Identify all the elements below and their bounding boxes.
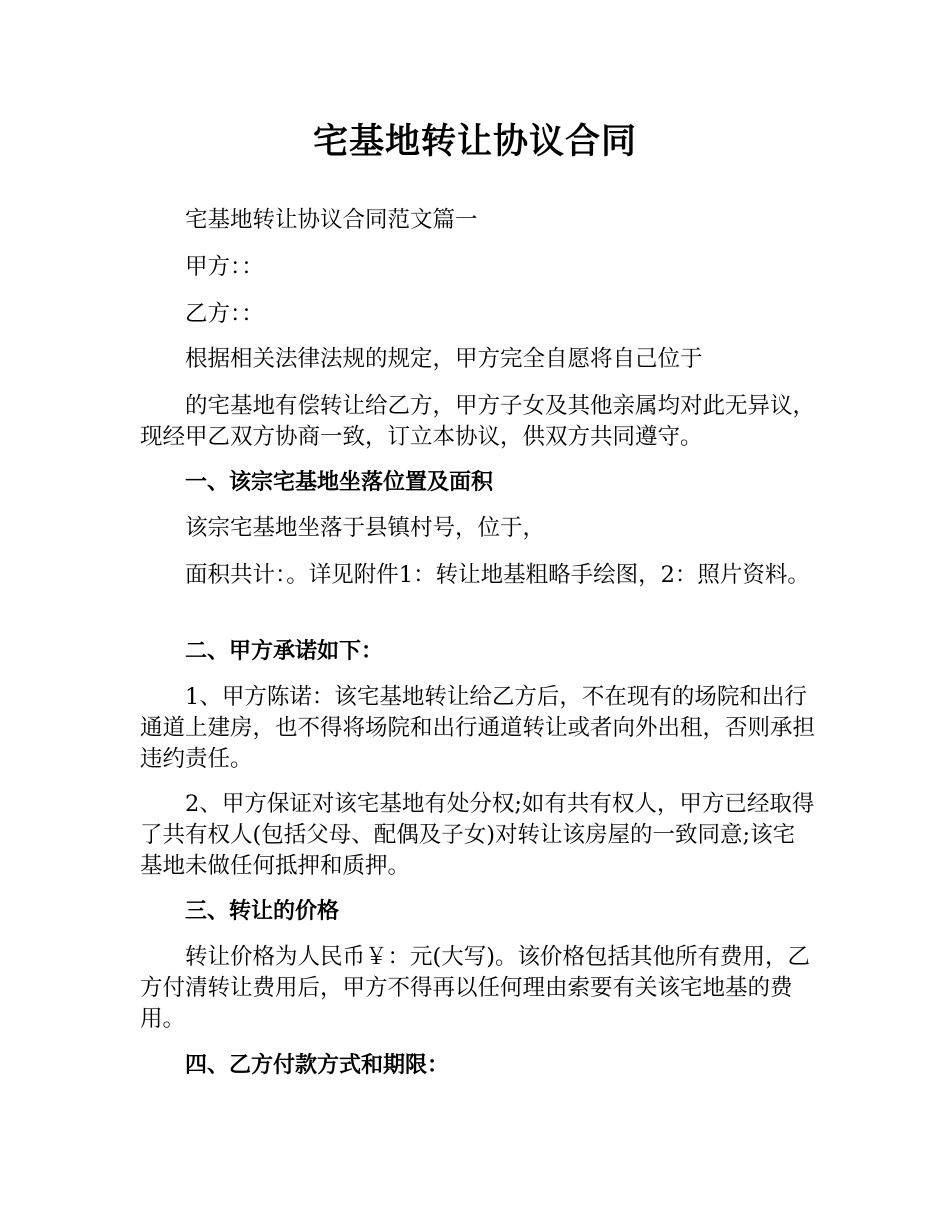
paragraph-promise-2: 2、甲方保证对该宅基地有处分权;如有共有权人，甲方已经取得了共有权人(包括父母、配偶及子女)对转让该房屋的一致同意;该宅基地未做任何抵押和质押。 xyxy=(140,791,815,879)
paragraph-price: 转让价格为人民币￥：元(大写)。该价格包括其他所有费用，乙方付清转让费用后，甲方不得再以任何理由索要有关该宅地基的费用。 xyxy=(140,944,811,1032)
paragraph-promise-1: 1、甲方陈诺：该宅基地转让给乙方后，不在现有的场院和出行通道上建房，也不得将场院和出行通道转让或者向外出租，否则承担违约责任。 xyxy=(140,684,816,772)
paragraph-intro-1: 根据相关法律法规的规定，甲方完全自愿将自己位于 xyxy=(185,346,703,372)
paragraph-intro-2: 的宅基地有偿转让给乙方，甲方子女及其他亲属均对此无异议，现经甲乙双方协商一致，订立本协议，供双方共同遵守。 xyxy=(140,393,816,450)
section-heading-2: 二、甲方承诺如下： xyxy=(185,639,384,664)
paragraph-party-b: 乙方：： xyxy=(185,301,264,327)
section-heading-1: 一、该宗宅基地坐落位置及面积 xyxy=(185,470,494,495)
paragraph-subtitle: 宅基地转让协议合同范文篇一 xyxy=(185,207,478,233)
paragraph-location: 该宗宅基地坐落于县镇村号，位于， xyxy=(185,515,546,541)
section-heading-4: 四、乙方付款方式和期限： xyxy=(185,1053,450,1078)
section-heading-3: 三、转让的价格 xyxy=(185,899,340,924)
paragraph-area: 面积共计：。详见附件1：转让地基粗略手绘图，2：照片资料。 xyxy=(185,562,810,588)
paragraph-party-a: 甲方：： xyxy=(185,254,264,280)
document-title: 宅基地转让协议合同 xyxy=(312,122,637,162)
